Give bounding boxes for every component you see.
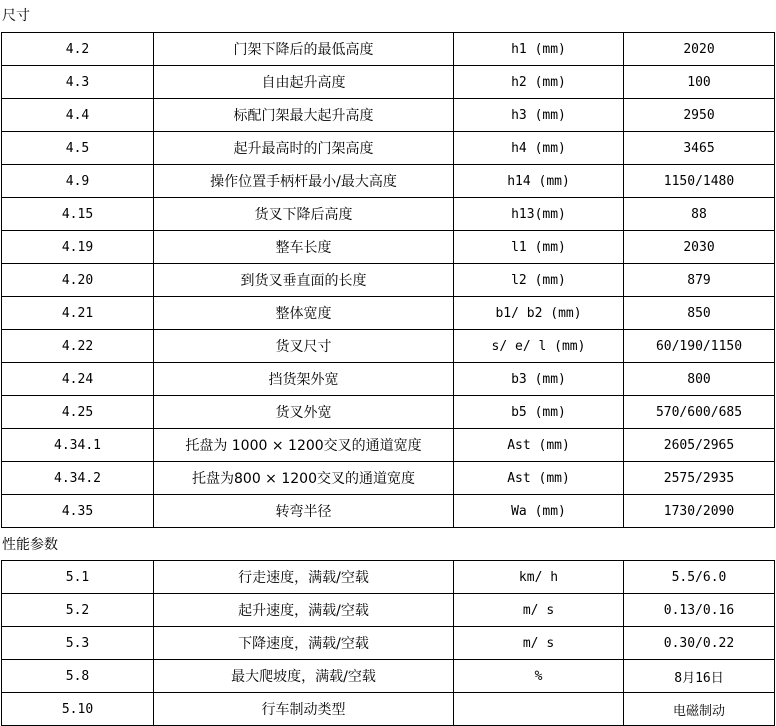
symbol-unit-cell: Ast (mm) <box>454 429 624 462</box>
symbol-unit-cell: h4 (mm) <box>454 132 624 165</box>
parameter-name-cell: 最大爬坡度，满载/空载 <box>154 660 454 693</box>
item-number-cell: 4.34.1 <box>2 429 154 462</box>
parameter-name-cell: 挡货架外宽 <box>154 363 454 396</box>
symbol-unit-cell: Ast (mm) <box>454 462 624 495</box>
parameter-name-cell: 托盘为800 × 1200交叉的通道宽度 <box>154 462 454 495</box>
value-cell: 100 <box>624 66 775 99</box>
table-row <box>2 561 775 594</box>
item-number-cell: 4.35 <box>2 495 154 528</box>
item-number-cell: 5.2 <box>2 594 154 627</box>
symbol-unit-cell: s/ e/ l (mm) <box>454 330 624 363</box>
parameter-name-cell: 起升最高时的门架高度 <box>154 132 454 165</box>
item-number-cell: 4.20 <box>2 264 154 297</box>
item-number-cell: 4.4 <box>2 99 154 132</box>
value-cell: 0.13/0.16 <box>624 594 775 627</box>
symbol-unit-cell: h1 (mm) <box>454 33 624 66</box>
item-number-cell: 4.25 <box>2 396 154 429</box>
item-number-cell: 4.24 <box>2 363 154 396</box>
symbol-unit-cell: km/ h <box>454 561 624 594</box>
section-title-performance: 性能参数 <box>2 537 58 553</box>
symbol-unit-cell: b5 (mm) <box>454 396 624 429</box>
table-row <box>2 396 775 429</box>
symbol-unit-cell: % <box>454 660 624 693</box>
item-number-cell: 4.9 <box>2 165 154 198</box>
value-cell: 2605/2965 <box>624 429 775 462</box>
symbol-unit-cell: h14 (mm) <box>454 165 624 198</box>
parameter-name-cell: 起升速度，满载/空载 <box>154 594 454 627</box>
value-cell: 850 <box>624 297 775 330</box>
value-cell: 5.5/6.0 <box>624 561 775 594</box>
parameter-name-cell: 转弯半径 <box>154 495 454 528</box>
value-cell: 88 <box>624 198 775 231</box>
value-cell: 3465 <box>624 132 775 165</box>
item-number-cell: 4.3 <box>2 66 154 99</box>
symbol-unit-cell: Wa (mm) <box>454 495 624 528</box>
table-row <box>2 297 775 330</box>
table-row <box>2 693 775 726</box>
table-row <box>2 66 775 99</box>
table-row <box>2 231 775 264</box>
item-number-cell: 4.5 <box>2 132 154 165</box>
parameter-name-cell: 行车制动类型 <box>154 693 454 726</box>
parameter-name-cell: 货叉下降后高度 <box>154 198 454 231</box>
table-row <box>2 627 775 660</box>
parameter-name-cell: 货叉外宽 <box>154 396 454 429</box>
item-number-cell: 5.3 <box>2 627 154 660</box>
symbol-unit-cell: b1/ b2 (mm) <box>454 297 624 330</box>
table-row <box>2 198 775 231</box>
parameter-name-cell: 到货叉垂直面的长度 <box>154 264 454 297</box>
symbol-unit-cell: h2 (mm) <box>454 66 624 99</box>
table-row <box>2 660 775 693</box>
value-cell: 60/190/1150 <box>624 330 775 363</box>
item-number-cell: 4.22 <box>2 330 154 363</box>
value-cell: 0.30/0.22 <box>624 627 775 660</box>
symbol-unit-cell: h13(mm) <box>454 198 624 231</box>
parameter-name-cell: 托盘为 1000 × 1200交叉的通道宽度 <box>154 429 454 462</box>
symbol-unit-cell: m/ s <box>454 627 624 660</box>
item-number-cell: 4.34.2 <box>2 462 154 495</box>
item-number-cell: 4.19 <box>2 231 154 264</box>
item-number-cell: 4.15 <box>2 198 154 231</box>
value-cell: 电磁制动 <box>624 693 775 726</box>
table-row <box>2 132 775 165</box>
item-number-cell: 5.1 <box>2 561 154 594</box>
table-row <box>2 165 775 198</box>
value-cell: 879 <box>624 264 775 297</box>
section-title-dimensions: 尺寸 <box>2 8 30 24</box>
table-row <box>2 495 775 528</box>
table-row <box>2 429 775 462</box>
dimensions-table <box>1 32 775 528</box>
parameter-name-cell: 整车长度 <box>154 231 454 264</box>
parameter-name-cell: 行走速度，满载/空载 <box>154 561 454 594</box>
value-cell: 1150/1480 <box>624 165 775 198</box>
value-cell: 1730/2090 <box>624 495 775 528</box>
value-cell: 2020 <box>624 33 775 66</box>
table-row <box>2 264 775 297</box>
value-cell: 2950 <box>624 99 775 132</box>
parameter-name-cell: 下降速度，满载/空载 <box>154 627 454 660</box>
item-number-cell: 4.2 <box>2 33 154 66</box>
value-cell: 2575/2935 <box>624 462 775 495</box>
table-row <box>2 594 775 627</box>
parameter-name-cell: 操作位置手柄杆最小/最大高度 <box>154 165 454 198</box>
parameter-name-cell: 自由起升高度 <box>154 66 454 99</box>
performance-table <box>1 560 775 726</box>
table-row <box>2 99 775 132</box>
table-row <box>2 33 775 66</box>
table-row <box>2 330 775 363</box>
table-row <box>2 462 775 495</box>
item-number-cell: 4.21 <box>2 297 154 330</box>
symbol-unit-cell: l2 (mm) <box>454 264 624 297</box>
table-row <box>2 363 775 396</box>
parameter-name-cell: 货叉尺寸 <box>154 330 454 363</box>
item-number-cell: 5.8 <box>2 660 154 693</box>
value-cell: 570/600/685 <box>624 396 775 429</box>
symbol-unit-cell: l1 (mm) <box>454 231 624 264</box>
value-cell: 800 <box>624 363 775 396</box>
symbol-unit-cell: m/ s <box>454 594 624 627</box>
value-cell: 8月16日 <box>624 660 775 693</box>
item-number-cell: 5.10 <box>2 693 154 726</box>
symbol-unit-cell <box>454 693 624 726</box>
value-cell: 2030 <box>624 231 775 264</box>
symbol-unit-cell: h3 (mm) <box>454 99 624 132</box>
parameter-name-cell: 门架下降后的最低高度 <box>154 33 454 66</box>
parameter-name-cell: 整体宽度 <box>154 297 454 330</box>
parameter-name-cell: 标配门架最大起升高度 <box>154 99 454 132</box>
symbol-unit-cell: b3 (mm) <box>454 363 624 396</box>
